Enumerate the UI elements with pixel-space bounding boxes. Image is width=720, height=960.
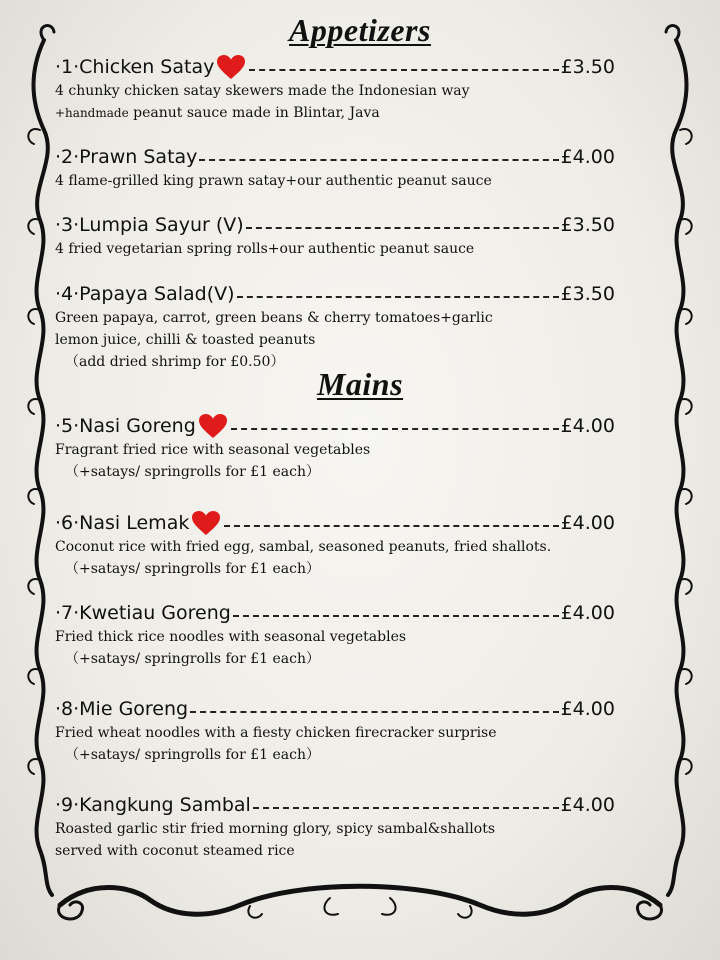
item-name: ·2·Prawn Satay [55, 146, 198, 168]
menu-item [55, 281, 615, 373]
item-price: £3.50 [560, 214, 615, 236]
item-note: （add dried shrimp for £0.50） [65, 354, 285, 370]
item-name: ·5·Nasi Goreng [55, 415, 196, 437]
dotted-leader [237, 294, 559, 298]
menu-item [55, 413, 615, 483]
dotted-leader [249, 67, 558, 71]
item-description: peanut sauce made in Blintar, Java [128, 105, 380, 121]
item-name: ·9·Kangkung Sambal [55, 794, 251, 816]
heart-icon [191, 510, 221, 536]
item-note: （+satays/ springrolls for £1 each） [65, 561, 321, 577]
item-description: Fragrant fried rice with seasonal vegetables [55, 442, 371, 458]
dotted-leader [199, 157, 558, 161]
item-description: 4 fried vegetarian spring rolls+our authentic peanut sauce [55, 241, 475, 257]
item-note: （+satays/ springrolls for £1 each） [65, 747, 321, 763]
menu-item [55, 144, 615, 192]
menu-item [55, 54, 615, 124]
item-description: 4 chunky chicken satay skewers made the Indonesian way [55, 83, 470, 99]
item-name: ·6·Nasi Lemak [55, 512, 190, 534]
left-vine [34, 40, 53, 895]
item-price: £3.50 [560, 283, 615, 305]
item-description: Coconut rice with fried egg, sambal, seasoned peanuts, fried shallots. [55, 539, 552, 555]
item-price: £4.00 [560, 415, 615, 437]
mains-heading: Mains [316, 366, 404, 402]
heart-icon [198, 413, 228, 439]
dotted-leader [224, 523, 558, 527]
item-description-prefix: +handmade [55, 106, 129, 120]
menu-item [55, 212, 615, 260]
item-price: £4.00 [560, 794, 615, 816]
item-description: Roasted garlic stir fried morning glory, spicy sambal&shallots [55, 821, 496, 837]
heart-icon [216, 54, 246, 80]
dotted-leader [233, 613, 559, 617]
dotted-leader [190, 709, 558, 713]
bottom-scroll [60, 886, 660, 914]
item-description: served with coconut steamed rice [55, 843, 295, 859]
item-price: £3.50 [560, 56, 615, 78]
menu-item [55, 600, 615, 670]
item-name: ·7·Kwetiau Goreng [55, 602, 231, 624]
item-price: £4.00 [560, 698, 615, 720]
item-name: ·1·Chicken Satay [55, 56, 215, 78]
item-name: ·4·Papaya Salad(V) [55, 283, 235, 305]
dotted-leader [253, 805, 559, 809]
item-description: Fried thick rice noodles with seasonal vegetables [55, 629, 407, 645]
item-note: （+satays/ springrolls for £1 each） [65, 651, 321, 667]
item-price: £4.00 [560, 512, 615, 534]
dotted-leader [231, 426, 559, 430]
menu-item [55, 792, 615, 862]
item-price: £4.00 [560, 146, 615, 168]
menu-item [55, 696, 615, 766]
right-vine [668, 40, 687, 895]
item-name: ·3·Lumpia Sayur (V) [55, 214, 244, 236]
item-name: ·8·Mie Goreng [55, 698, 189, 720]
item-description: Fried wheat noodles with a fiesty chicken firecracker surprise [55, 725, 497, 741]
item-note: （+satays/ springrolls for £1 each） [65, 464, 321, 480]
menu-item [55, 510, 615, 580]
appetizers-heading: Appetizers [289, 12, 431, 48]
item-price: £4.00 [560, 602, 615, 624]
item-description: lemon juice, chilli & toasted peanuts [55, 332, 316, 348]
item-description: Green papaya, carrot, green beans & cherry tomatoes+garlic [55, 310, 493, 326]
dotted-leader [246, 225, 559, 229]
item-description: 4 flame-grilled king prawn satay+our authentic peanut sauce [55, 173, 492, 189]
